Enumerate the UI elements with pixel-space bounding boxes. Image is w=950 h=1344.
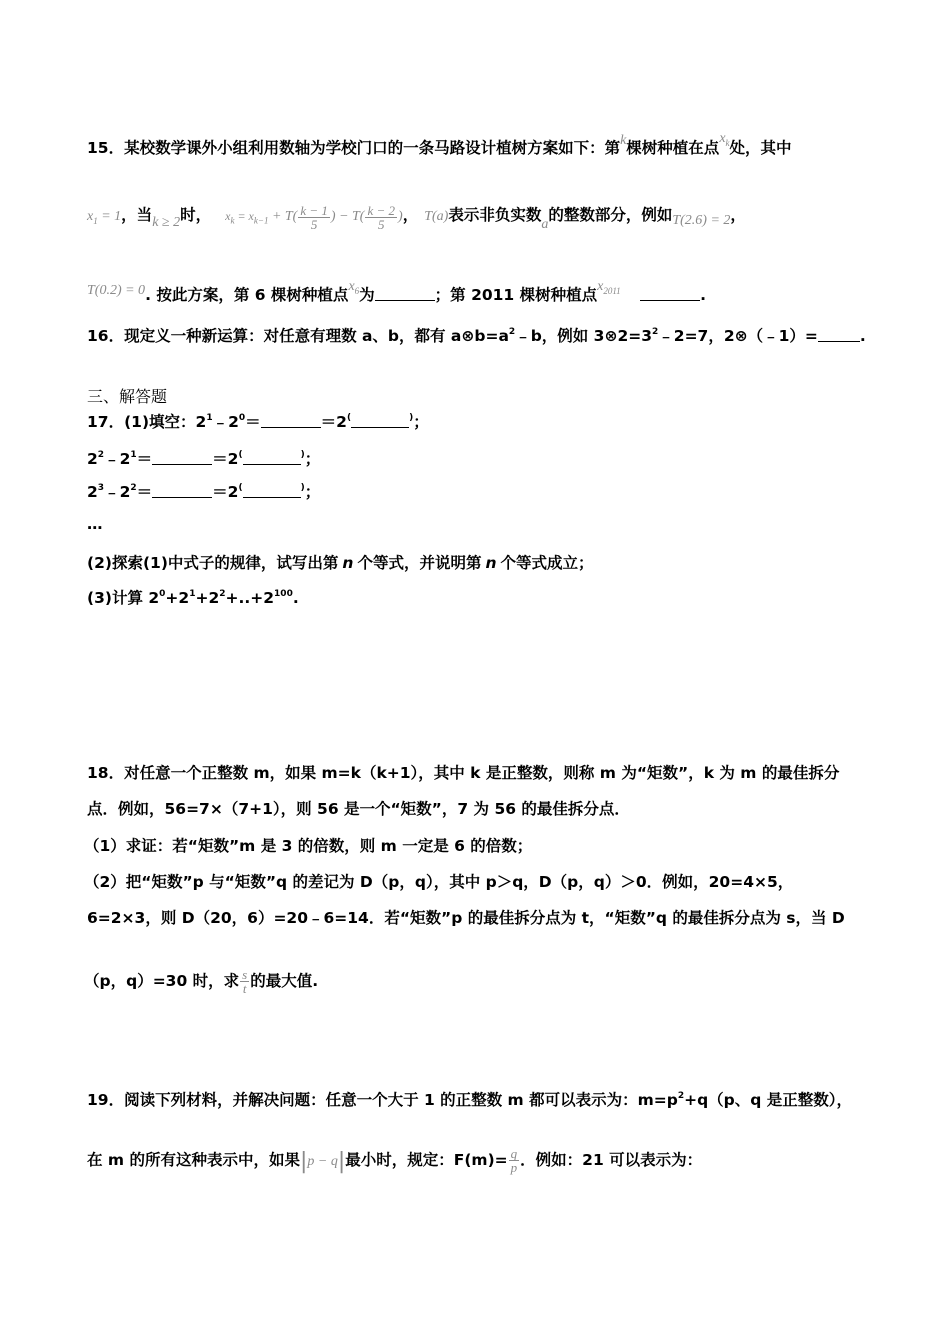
math-t-of-a: T(a) bbox=[424, 209, 449, 224]
q17-line-1: 17．(1)填空：$2^1﹣2^0= =2^($ )； bbox=[87, 413, 429, 431]
q15-text: 处，其中 bbox=[729, 139, 792, 157]
q16-exponent: 2 bbox=[652, 327, 659, 337]
math-xk: $x_k$ bbox=[719, 131, 730, 148]
math-a: a bbox=[541, 217, 549, 232]
q15-text: . bbox=[700, 286, 706, 304]
answer-blank-exponent[interactable] bbox=[243, 482, 301, 498]
q15-line-1 bbox=[87, 129, 792, 158]
q15-text: . 按此方案，第 6 棵树种植点 bbox=[145, 286, 349, 304]
q19-line-2: 在 m 的所有这种表示中，如果|p − q|最小时，规定：F(m)= $\frac{q}{p}$ ．例如：21 可以表示为： bbox=[87, 1146, 703, 1175]
fraction-s-over-t: $\frac{s}{t}$ bbox=[242, 967, 248, 996]
answer-blank-x2011[interactable] bbox=[640, 285, 700, 301]
answer-blank-exponent[interactable] bbox=[243, 449, 301, 465]
q15-text: 时， bbox=[180, 206, 212, 224]
q15-text: 的整数部分，例如 bbox=[548, 206, 673, 224]
q16-line bbox=[87, 326, 866, 346]
answer-blank[interactable] bbox=[152, 449, 212, 465]
math-recurrence: $x_k = x_{k-1} + T$( $\frac{k - 1}{5}$ ) − T( $\frac{k - 2}{5}$ ) bbox=[225, 202, 403, 232]
fraction-q-over-p: $\frac{q}{p}$ bbox=[510, 1146, 518, 1175]
q17-ellipsis: … bbox=[87, 515, 103, 533]
q15-line-2 bbox=[87, 200, 746, 240]
q15-line-3 bbox=[87, 272, 706, 310]
q15-text: ，当 bbox=[121, 206, 153, 224]
q16-text: ﹣b，例如 3⊗2=3 bbox=[515, 327, 653, 345]
q18-part-2-line-2: 6=2×3，则 D（20，6）=20﹣6=14．若“矩数”p 的最佳拆分点为 t，“矩数”q 的最佳拆分点为 s，当 D bbox=[87, 909, 845, 927]
q16-text: ﹣2=7，2⊗（﹣1）= bbox=[658, 327, 818, 345]
answer-blank-q16[interactable] bbox=[818, 326, 860, 342]
math-x2011: $x_{2011}$ bbox=[597, 279, 621, 296]
answer-blank[interactable] bbox=[152, 482, 212, 498]
q17-part-2: (2)探索(1)中式子的规律，试写出第 n 个等式，并说明第 n 个等式成立； bbox=[87, 554, 594, 572]
section-heading: 三、解答题 bbox=[87, 387, 168, 406]
q16-exponent: 2 bbox=[508, 327, 516, 337]
q15-text: ， bbox=[402, 206, 419, 224]
q17-line-3: $2^3﹣2^2= =2^($ )； bbox=[87, 483, 321, 501]
answer-blank[interactable] bbox=[261, 412, 321, 428]
math-abs-p-minus-q: p − q bbox=[307, 1154, 338, 1169]
answer-blank-exponent[interactable] bbox=[351, 412, 409, 428]
q16-text: 16．现定义一种新运算：对任意有理数 a、b，都有 a⊗b=a bbox=[87, 327, 509, 345]
q15-text: 15．某校数学课外小组利用数轴为学校门口的一条马路设计植树方案如下：第 bbox=[87, 139, 621, 157]
q15-text: 为 bbox=[359, 286, 375, 304]
q15-text: ， bbox=[730, 206, 746, 224]
math-k: k bbox=[620, 133, 627, 148]
math-x1: $x_1 = 1$ bbox=[87, 209, 122, 226]
math-k-condition: k ≥ 2 bbox=[152, 215, 181, 230]
fraction-k-minus-2-over-5: $\frac{k - 2}{5}$ bbox=[367, 202, 396, 232]
math-example-t26: T(2.6) = 2 bbox=[672, 213, 731, 228]
q17-line-2: $2^2﹣2^1= =2^($ )； bbox=[87, 450, 321, 468]
q15-text: 棵树种植在点 bbox=[626, 139, 720, 157]
q18-line-2: 点．例如，56=7×（7+1），则 56 是一个“矩数”，7 为 56 的最佳拆分点． bbox=[87, 800, 630, 818]
q19-line-1: 19．阅读下列材料，并解决问题：任意一个大于 1 的正整数 m 都可以表示为：$m=p^2+q(p$、q 是正整数）， bbox=[87, 1091, 853, 1109]
math-example-t02: T(0.2) = 0 bbox=[87, 283, 146, 298]
q18-part-2-line-3: （p，q）=30 时，求 $\frac{s}{t}$ 的最大值. bbox=[84, 967, 319, 996]
q18-part-1: （1）求证：若“矩数”m 是 3 的倍数，则 m 一定是 6 的倍数； bbox=[84, 837, 533, 855]
fraction-k-minus-1-over-5: $\frac{k - 1}{5}$ bbox=[300, 202, 328, 232]
q15-text: 表示非负实数 bbox=[448, 206, 542, 224]
q17-part-3: (3)计算 $2^0+2^1+2^2+..+2^{100}$. bbox=[87, 589, 299, 607]
math-x6: $x_6$ bbox=[348, 279, 360, 296]
q18-part-2-line-1: （2）把“矩数”p 与“矩数”q 的差记为 D（p，q），其中 p＞q，D（p，q）＞0．例如，20=4×5， bbox=[84, 873, 794, 891]
answer-blank-x6[interactable] bbox=[375, 285, 435, 301]
q15-text: ；第 2011 棵树种植点 bbox=[434, 286, 598, 304]
q18-line-1: 18．对任意一个正整数 m，如果 m=k（k+1），其中 k 是正整数，则称 m 为“矩数”，k 为 m 的最佳拆分 bbox=[87, 764, 840, 782]
q16-text: . bbox=[859, 327, 866, 345]
